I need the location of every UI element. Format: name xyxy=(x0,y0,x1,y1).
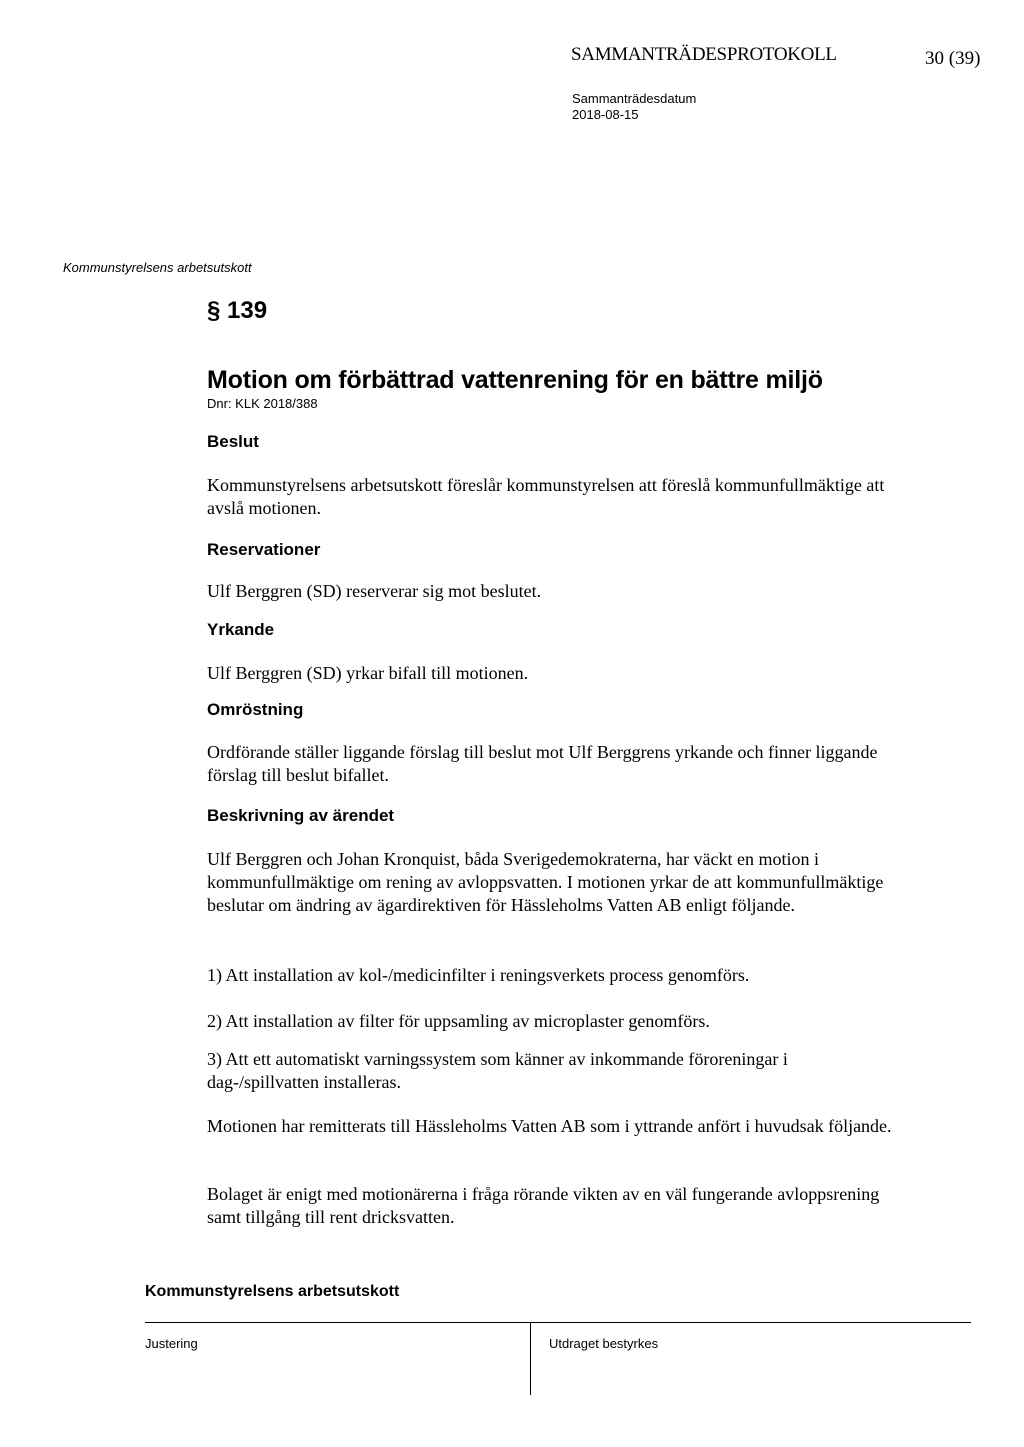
list-item: 2) Att installation av filter för uppsamling av microplaster genomförs. xyxy=(207,1011,710,1031)
justering-label: Justering xyxy=(145,1336,198,1351)
yrkande-heading: Yrkande xyxy=(207,620,275,639)
omrostning-text: Ordförande ställer liggande förslag till beslut mot Ulf Berggrens yrkande och finner liggande förslag till beslut bifallet. xyxy=(207,742,878,785)
document-title: SAMMANTRÄDESPROTOKOLL xyxy=(571,44,837,65)
meeting-date-label: Sammanträdesdatum xyxy=(572,91,697,106)
beslut-text: Kommunstyrelsens arbetsutskott föreslår kommunstyrelsen att föreslå kommunfullmäktige att avslå motionen. xyxy=(207,475,885,518)
reservationer-text: Ulf Berggren (SD) reserverar sig mot beslutet. xyxy=(207,581,542,601)
beskrivning-intro: Ulf Berggren och Johan Kronquist, båda Sverigedemokraterna, har väckt en motion i kommunfullmäktige om rening av avloppsvatten. I motionen yrkar de att kommunfullmäktige beslutar om ändring av ägardirektiven för Hässleholms Vatten AB enligt följande. xyxy=(207,849,884,915)
yrkande-text: Ulf Berggren (SD) yrkar bifall till motionen. xyxy=(207,663,529,683)
list-item: 1) Att installation av kol-/medicinfilter i reningsverkets process genomförs. xyxy=(207,965,750,985)
diary-number: Dnr: KLK 2018/388 xyxy=(207,396,318,411)
beskrivning-heading: Beskrivning av ärendet xyxy=(207,806,395,825)
list-item: 3) Att ett automatiskt varningssystem som känner av inkommande föroreningar i dag-/spillvatten installeras. xyxy=(207,1049,788,1092)
reservationer-heading: Reservationer xyxy=(207,540,321,559)
committee-header: Kommunstyrelsens arbetsutskott xyxy=(63,260,252,275)
remiss-text: Motionen har remitterats till Hässleholms Vatten AB som i yttrande anfört i huvudsak följande. xyxy=(207,1116,892,1136)
beslut-heading: Beslut xyxy=(207,432,259,451)
utdraget-label: Utdraget bestyrkes xyxy=(549,1336,659,1351)
footer-committee: Kommunstyrelsens arbetsutskott xyxy=(145,1283,400,1300)
section-number: § 139 xyxy=(207,297,268,324)
footer-vertical-divider xyxy=(530,1322,531,1395)
bolaget-text: Bolaget är enigt med motionärerna i fråga rörande vikten av en väl fungerande avloppsrening samt tillgång till rent dricksvatten. xyxy=(207,1184,880,1227)
page-number: 30 (39) xyxy=(925,48,981,69)
meeting-date: 2018-08-15 xyxy=(572,107,639,122)
omrostning-heading: Omröstning xyxy=(207,700,304,719)
footer-divider-line xyxy=(145,1322,971,1323)
section-title: Motion om förbättrad vattenrening för en bättre miljö xyxy=(207,366,823,394)
